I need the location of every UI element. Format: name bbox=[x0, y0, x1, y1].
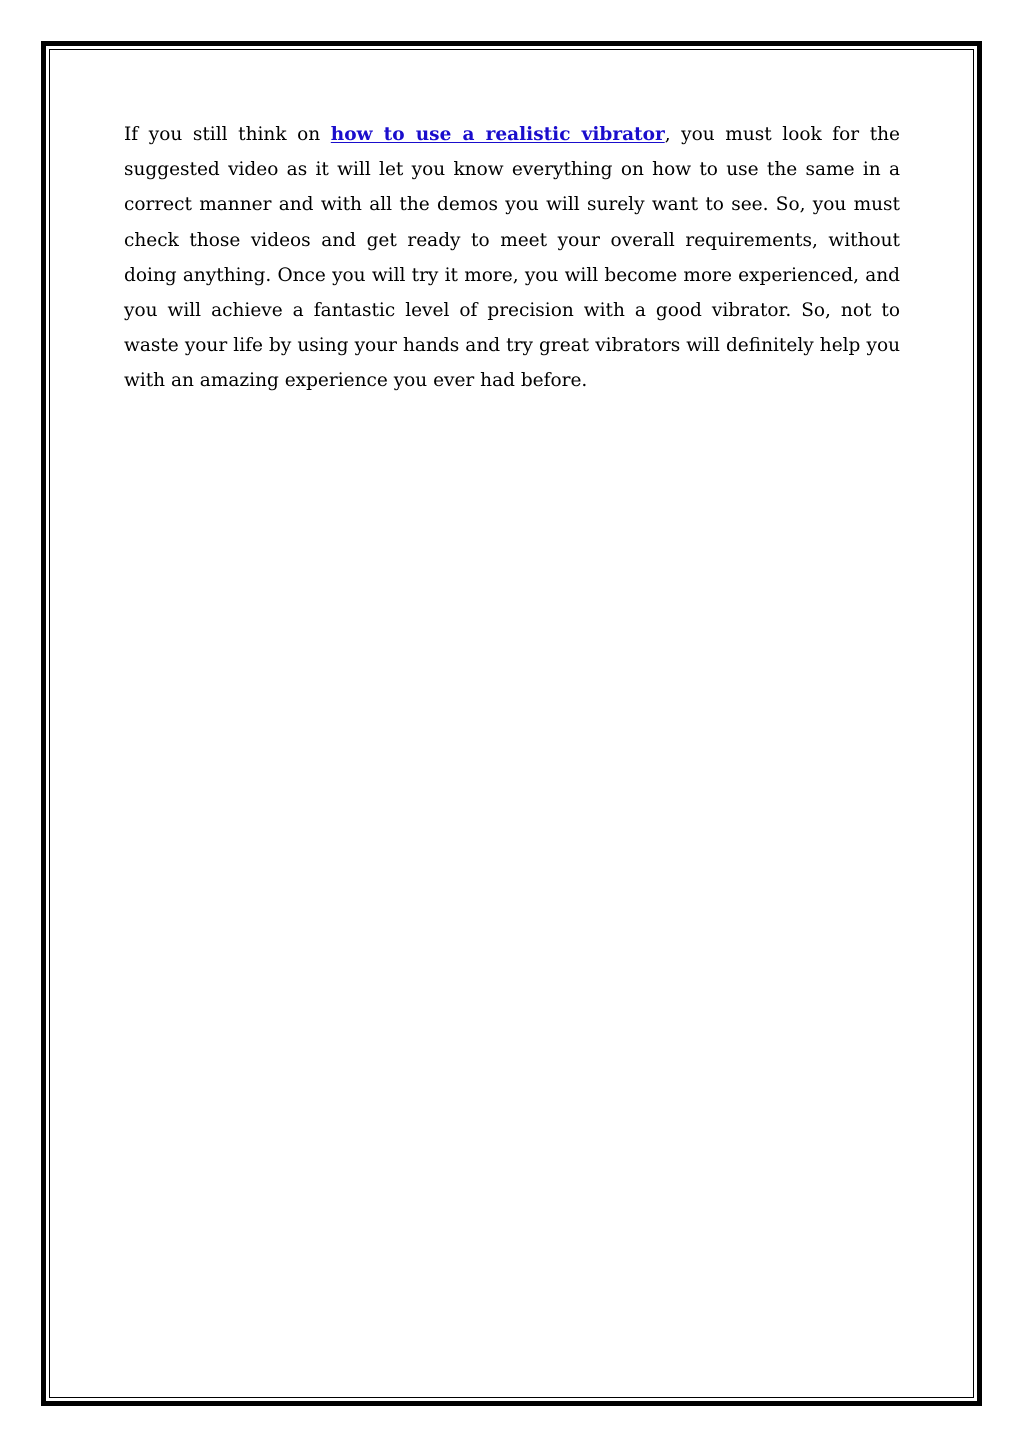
paragraph-text-before-link: If you still think on bbox=[124, 124, 331, 145]
paragraph-text-after-link: , you must look for the suggested video as it will let you know everything on how to use the same in a correct manner and with all the demos you will surely want to see. So, you must check those videos and get ready to meet your overall requirements, without doing anything. Once you will try it more, you will become more experienced, and you will achieve a fantastic level of precision with a good vibrator. So, not to waste your life by using your hands and try great vibrators will definitely help you with an amazing experience you ever had before. bbox=[124, 124, 900, 392]
body-paragraph bbox=[124, 117, 900, 399]
realistic-vibrator-link[interactable]: how to use a realistic vibrator bbox=[330, 124, 665, 145]
page-content bbox=[124, 117, 900, 399]
